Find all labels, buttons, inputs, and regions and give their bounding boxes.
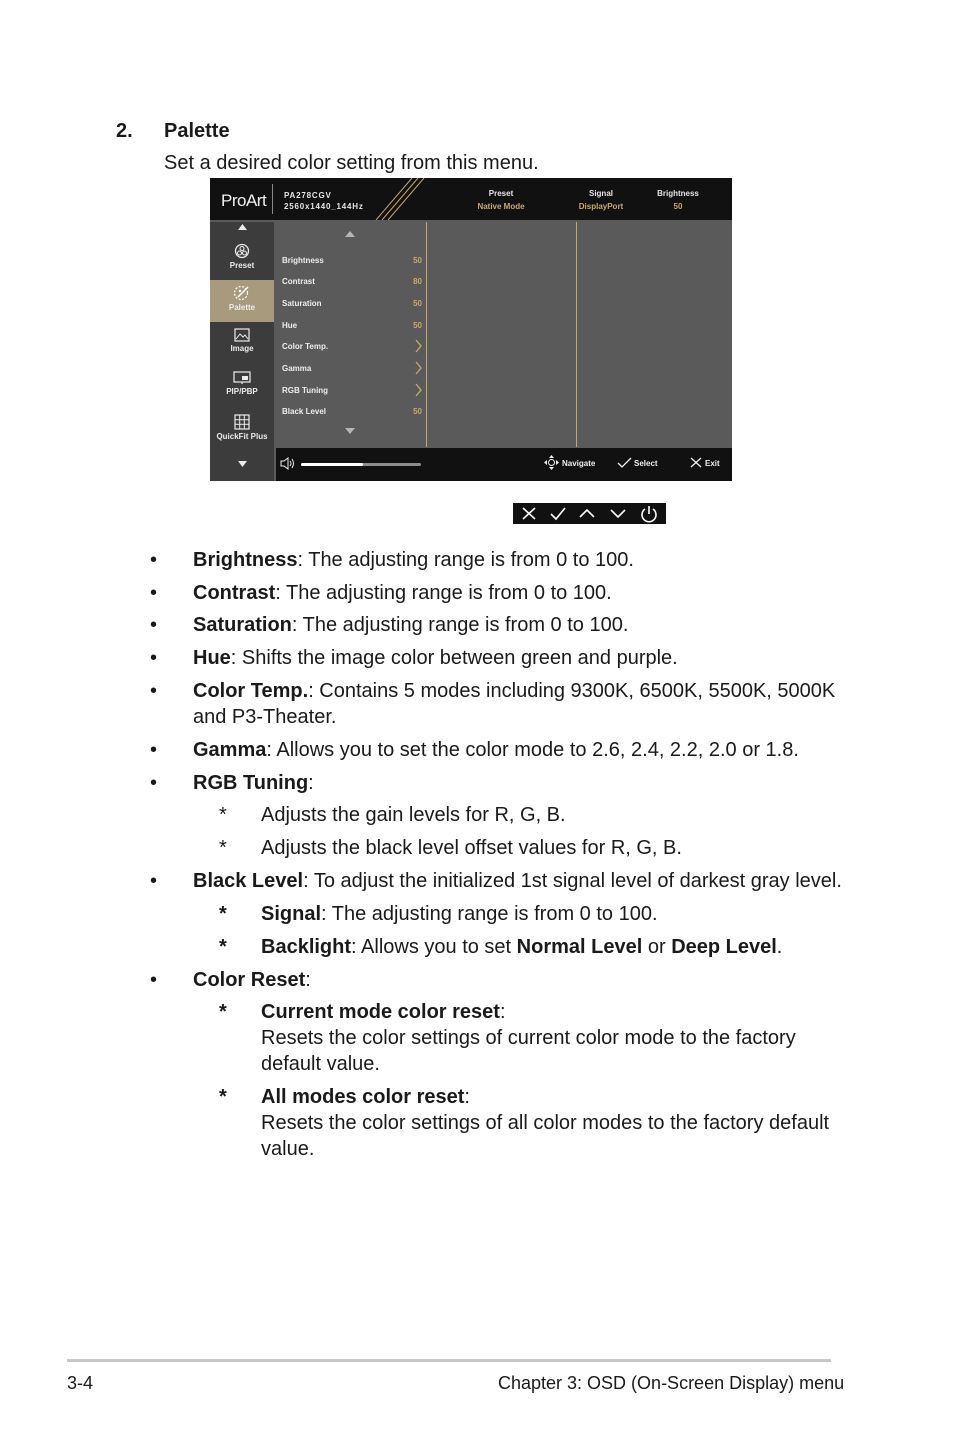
bullet-black-level: Black Level: To adjust the initialized 1st signal level of darkest gray level. <box>193 870 842 892</box>
sub-mark: * <box>219 1001 227 1023</box>
list-down-arrow-icon[interactable] <box>345 428 355 434</box>
section-number: 2. <box>116 120 133 142</box>
quickfit-grid-icon <box>234 414 250 430</box>
power-icon[interactable] <box>639 504 659 523</box>
bullet-mark: • <box>150 739 158 761</box>
pip-pbp-icon <box>233 371 251 385</box>
sub-mark: * <box>219 936 227 958</box>
hint-exit: Exit <box>705 459 720 468</box>
decor-stripes-icon <box>368 178 428 220</box>
column-divider <box>576 222 577 447</box>
sub-mark: * <box>219 837 227 859</box>
monitor-key-strip <box>513 503 666 524</box>
chapter-title: Chapter 3: OSD (On-Screen Display) menu <box>498 1373 845 1393</box>
hint-navigate: Navigate <box>562 459 596 468</box>
page-number: 3-4 <box>67 1373 94 1393</box>
all-modes-reset-title: All modes color reset: <box>261 1086 470 1108</box>
palette-icon <box>233 285 251 301</box>
select-check-icon <box>617 457 632 468</box>
bullet-mark: • <box>150 614 158 636</box>
black-level-backlight: Backlight: Allows you to set Normal Level or Deep Level. <box>261 936 783 958</box>
menu-item-saturation[interactable]: Saturation 50 <box>282 299 422 308</box>
proart-logo: ProArt <box>221 191 267 210</box>
bullet-brightness: Brightness: The adjusting range is from 0 to 100. <box>193 549 634 571</box>
menu-item-black-level[interactable]: Black Level 50 <box>282 407 422 416</box>
chevron-down-icon[interactable] <box>609 507 627 519</box>
close-icon[interactable] <box>521 506 537 521</box>
sidebar-down-arrow-icon[interactable] <box>238 461 247 467</box>
logo-divider <box>272 184 273 214</box>
current-mode-reset-text: Resets the color settings of current color mode to the factory <box>261 1027 796 1049</box>
sub-mark: * <box>219 1086 227 1108</box>
status-signal: Signal DisplayPort <box>578 189 624 211</box>
bullet-saturation: Saturation: The adjusting range is from 0 to 100. <box>193 614 629 636</box>
bullet-mark: • <box>150 772 158 794</box>
chevron-right-icon <box>415 361 422 375</box>
osd-screenshot <box>210 178 732 481</box>
black-level-signal: Signal: The adjusting range is from 0 to 100. <box>261 903 658 925</box>
sidebar-item-pip-pbp[interactable]: PIP/PBP <box>210 366 274 408</box>
column-divider <box>426 222 427 447</box>
bullet-mark: • <box>150 680 158 702</box>
sub-mark: * <box>219 804 227 826</box>
sidebar-item-palette[interactable]: Palette <box>210 280 274 322</box>
model-name: PA278CGV <box>284 191 332 200</box>
menu-item-gamma[interactable]: Gamma <box>282 364 422 380</box>
exit-x-icon <box>690 457 702 468</box>
section-intro: Set a desired color setting from this menu. <box>164 152 539 174</box>
bullet-hue: Hue: Shifts the image color between green and purple. <box>193 647 678 669</box>
navigate-icon <box>544 455 559 470</box>
image-icon <box>234 328 250 342</box>
bullet-gamma: Gamma: Allows you to set the color mode to 2.6, 2.4, 2.2, 2.0 or 1.8. <box>193 739 799 761</box>
chevron-up-icon[interactable] <box>578 507 596 519</box>
menu-item-rgb-tuning[interactable]: RGB Tuning <box>282 386 422 402</box>
list-up-arrow-icon[interactable] <box>345 231 355 237</box>
bullet-mark: • <box>150 647 158 669</box>
current-mode-reset-title: Current mode color reset: <box>261 1001 506 1023</box>
menu-item-color-temp[interactable]: Color Temp. <box>282 342 422 358</box>
chevron-right-icon <box>415 339 422 353</box>
chevron-right-icon <box>415 383 422 397</box>
preset-icon <box>234 243 250 259</box>
sidebar-item-quickfit-plus[interactable]: QuickFit Plus <box>210 409 274 451</box>
current-mode-reset-text-cont: default value. <box>261 1053 380 1075</box>
all-modes-reset-text-cont: value. <box>261 1138 315 1160</box>
bullet-mark: • <box>150 870 158 892</box>
bullet-color-reset: Color Reset: <box>193 969 311 991</box>
bullet-color-temp: Color Temp.: Contains 5 modes including 9300K, 6500K, 5500K, 5000K <box>193 680 836 702</box>
all-modes-reset-text: Resets the color settings of all color modes to the factory default <box>261 1112 830 1134</box>
bullet-rgb-tuning: RGB Tuning: <box>193 772 314 794</box>
bullet-mark: • <box>150 582 158 604</box>
speaker-icon <box>280 457 296 470</box>
resolution: 2560x1440_144Hz <box>284 202 364 211</box>
rgb-offset-text: Adjusts the black level offset values for R, G, B. <box>261 837 682 859</box>
model-info <box>284 190 364 212</box>
status-preset: Preset Native Mode <box>477 189 525 211</box>
rgb-gain-text: Adjusts the gain levels for R, G, B. <box>261 804 566 826</box>
bullet-mark: • <box>150 969 158 991</box>
palette-menu-list <box>276 222 426 447</box>
menu-item-contrast[interactable]: Contrast 80 <box>282 277 422 286</box>
footer-divider <box>67 1359 831 1362</box>
hint-select: Select <box>634 459 658 468</box>
section-title: Palette <box>164 120 230 142</box>
menu-item-hue[interactable]: Hue 50 <box>282 321 422 330</box>
bullet-contrast: Contrast: The adjusting range is from 0 to 100. <box>193 582 612 604</box>
sidebar-item-image[interactable]: Image <box>210 323 274 365</box>
volume-slider-fill <box>301 463 363 466</box>
sidebar-item-preset[interactable]: Preset <box>210 238 274 280</box>
sub-mark: * <box>219 903 227 925</box>
bullet-color-temp-cont: and P3-Theater. <box>193 706 337 728</box>
check-icon[interactable] <box>549 506 567 521</box>
sidebar-up-arrow-icon[interactable] <box>238 224 247 230</box>
status-brightness: Brightness 50 <box>657 189 699 211</box>
bullet-mark: • <box>150 549 158 571</box>
menu-item-brightness[interactable]: Brightness 50 <box>282 256 422 265</box>
